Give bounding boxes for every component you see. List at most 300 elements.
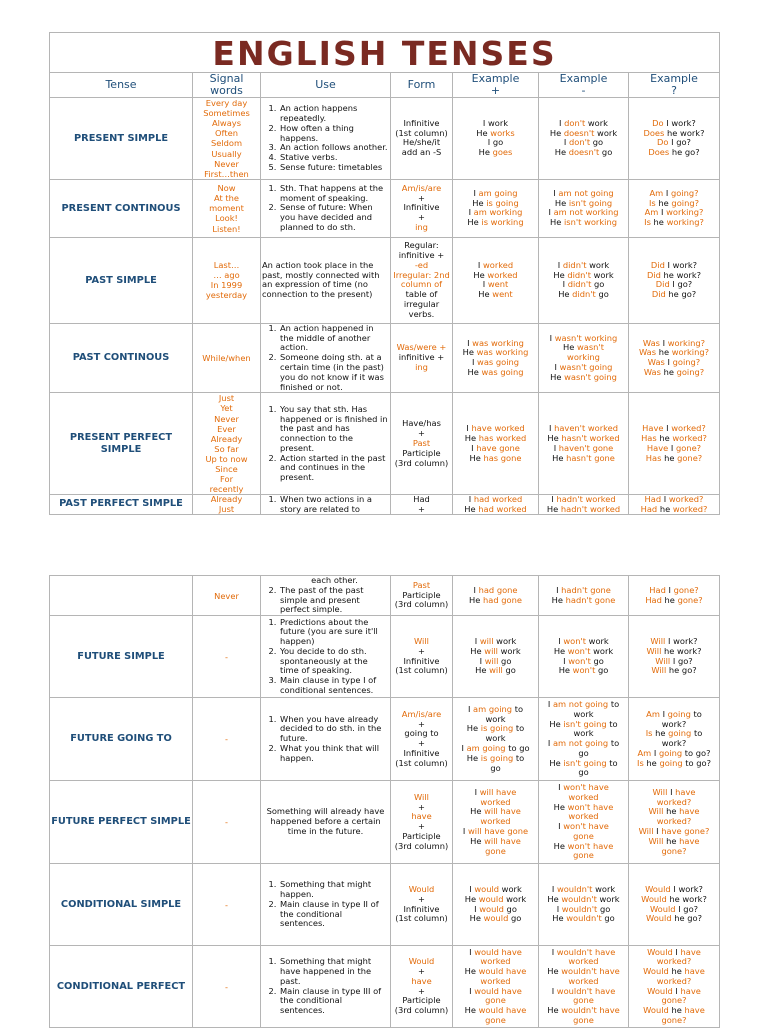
- example-line: He will go: [475, 665, 516, 676]
- example-line: He wouldn't work: [547, 893, 620, 904]
- use-list: [262, 576, 389, 615]
- example-line: I hadn't gone: [556, 584, 611, 595]
- example-line: Did he go?: [651, 289, 697, 300]
- example-line: He will have: [470, 835, 521, 846]
- form-line: +: [418, 503, 425, 514]
- use-item: 2. Action started in the past and continues in the present.: [279, 454, 389, 483]
- use-item: 2. The past of the past simple and present perfect simple.: [279, 586, 389, 615]
- example-line: He is going: [472, 197, 519, 208]
- use-description: [261, 495, 391, 514]
- example-line: working: [567, 352, 600, 363]
- signal-words: [193, 698, 261, 781]
- example-negative: [539, 576, 629, 616]
- example-line: worked?: [656, 975, 692, 986]
- example-line: He would work: [464, 893, 527, 904]
- example-line: go: [578, 767, 589, 778]
- use-description: [261, 946, 391, 1028]
- example-line: I won't have: [558, 821, 609, 832]
- signal-words: [193, 946, 261, 1028]
- example-negative: [539, 698, 629, 781]
- example-line: He has gone: [469, 452, 522, 463]
- example-line: Was he working?: [638, 347, 710, 358]
- example-question: [629, 393, 720, 495]
- form-line: Infinitive: [403, 655, 440, 666]
- tense-name: PAST PERFECT SIMPLE: [50, 495, 193, 514]
- example-question: [629, 495, 720, 514]
- example-line: He would go: [469, 913, 522, 924]
- example-line: I won't work: [558, 636, 609, 647]
- use-item: 2. How often a thing happens.: [279, 124, 389, 144]
- example-line: Is he going to go?: [637, 757, 711, 768]
- signal-word: Never: [214, 590, 239, 601]
- example-negative: [539, 323, 629, 392]
- example-line: Have I gone?: [646, 442, 702, 453]
- example-line: Would I go?: [649, 903, 699, 914]
- form-line: (3rd column): [394, 1005, 449, 1016]
- form-line: Am/is/are: [401, 708, 442, 719]
- tenses-table-part-2: [49, 575, 720, 1028]
- form-line: +: [418, 801, 425, 812]
- example-line: I don't go: [563, 137, 604, 148]
- example-line: He will have: [470, 806, 521, 817]
- tense-row-past-continous: [50, 323, 720, 392]
- example-line: He would have: [464, 966, 527, 977]
- tense-row-present-continous: [50, 179, 720, 237]
- example-line: He was working: [462, 347, 529, 358]
- example-line: work: [485, 713, 506, 724]
- use-list: [262, 495, 389, 513]
- tenses-table-part-1: [49, 32, 720, 515]
- form-line: +: [418, 645, 425, 656]
- header-use: Use: [261, 73, 391, 98]
- example-line: I am not going: [553, 187, 614, 198]
- example-line: He is going to: [466, 723, 525, 734]
- example-negative: [539, 781, 629, 864]
- example-line: work: [573, 728, 594, 739]
- example-line: He won't work: [553, 645, 614, 656]
- form-line: going to: [404, 728, 439, 739]
- form-line: Infinitive: [403, 117, 440, 128]
- example-line: Was he going?: [643, 366, 705, 377]
- example-line: He had gone: [469, 594, 522, 605]
- form-line: Irregular: 2nd: [393, 269, 450, 280]
- example-positive: [453, 179, 539, 237]
- signal-words: [193, 576, 261, 616]
- signal-word: Often: [215, 128, 238, 139]
- use-list: [262, 880, 389, 929]
- example-line: worked?: [656, 956, 692, 967]
- example-line: I haven't worked: [548, 423, 619, 434]
- example-line: Would he go?: [645, 913, 703, 924]
- example-negative: [539, 393, 629, 495]
- use-item: 2. You decide to do sth. spontaneously at the time of speaking.: [279, 647, 389, 676]
- form-line: Would: [408, 884, 435, 895]
- tense-name: PRESENT SIMPLE: [50, 98, 193, 180]
- use-item: 3. An action follows another.: [279, 143, 389, 153]
- signal-dash: -: [225, 734, 228, 745]
- example-line: gone: [573, 850, 594, 861]
- example-line: I went: [482, 279, 509, 290]
- example-line: gone?: [661, 995, 687, 1006]
- signal-word: Every day: [205, 98, 248, 108]
- example-positive: [453, 237, 539, 323]
- signal-word: recently: [209, 484, 244, 495]
- example-line: He didn't go: [558, 289, 609, 300]
- example-line: worked: [480, 816, 511, 827]
- use-description: [261, 864, 391, 946]
- tense-row-future-simple: [50, 616, 720, 698]
- example-line: I wasn't going: [554, 362, 613, 372]
- signal-word: Yet: [220, 403, 233, 414]
- form-line: verbs.: [408, 308, 435, 319]
- form-line: Would: [408, 956, 435, 967]
- form-line: +: [418, 192, 425, 203]
- example-line: I am going to go: [461, 743, 530, 754]
- example-line: He wasn't going: [550, 371, 617, 382]
- use-item: 1. An action happens repeatedly.: [279, 104, 389, 124]
- form-line: column of: [400, 279, 443, 290]
- example-line: go: [578, 747, 589, 758]
- signal-word: … ago: [213, 270, 240, 281]
- signal-word: Always: [211, 118, 242, 129]
- tense-row-past-perfect-simple-p2: [50, 576, 720, 616]
- example-line: worked: [480, 956, 511, 967]
- example-line: I will have: [474, 786, 517, 797]
- example-line: worked: [568, 791, 599, 802]
- example-positive: [453, 781, 539, 864]
- example-question: [629, 98, 720, 180]
- example-positive: [453, 864, 539, 946]
- signal-word: Now: [217, 183, 236, 194]
- tense-name: CONDITIONAL PERFECT: [50, 946, 193, 1028]
- signal-dash: -: [225, 981, 228, 992]
- example-line: He won't go: [558, 665, 609, 676]
- form-line: He/she/it: [402, 137, 441, 148]
- use-item: 2. What you think that will happen.: [279, 744, 389, 764]
- form-line: (1st column): [395, 127, 448, 138]
- example-line: work?: [661, 738, 687, 749]
- use-item: 1. When you have already decided to do sth. in the future.: [279, 715, 389, 744]
- example-line: I was working: [467, 337, 524, 348]
- example-line: He would have: [464, 1005, 527, 1016]
- use-description: [261, 616, 391, 698]
- example-positive: [453, 393, 539, 495]
- signal-word: Ever: [217, 423, 236, 434]
- tense-row-conditional-perfect: [50, 946, 720, 1028]
- example-line: I won't have: [558, 782, 609, 792]
- form-line: Participle: [402, 995, 441, 1006]
- example-line: I would go: [474, 903, 517, 914]
- signal-words: [193, 323, 261, 392]
- example-line: worked: [480, 975, 511, 986]
- example-line: I had gone: [473, 584, 518, 595]
- example-line: Will he go?: [651, 665, 697, 676]
- example-line: I had worked: [468, 494, 523, 505]
- tense-row-present-simple: [50, 98, 720, 180]
- signal-dash: -: [225, 899, 228, 910]
- example-negative: [539, 98, 629, 180]
- signal-dash: -: [225, 651, 228, 662]
- example-line: I am working: [468, 207, 523, 218]
- example-line: I am going to: [467, 703, 524, 714]
- example-line: I am not working: [548, 207, 619, 218]
- form-line: Infinitive: [403, 202, 440, 213]
- form-line: infinitive +: [398, 352, 445, 363]
- use-list: [262, 324, 389, 392]
- page-title: ENGLISH TENSES: [50, 33, 720, 73]
- example-line: Will I have: [652, 786, 696, 797]
- signal-words: [193, 616, 261, 698]
- example-negative: [539, 495, 629, 514]
- header-signal-words: Signal words: [193, 73, 261, 98]
- tense-row-future-going-to: [50, 698, 720, 781]
- signal-word: Up to now: [205, 454, 248, 464]
- form-rule: [391, 393, 453, 495]
- example-positive: [453, 698, 539, 781]
- use-list: [262, 957, 389, 1016]
- example-line: Will I work?: [650, 636, 698, 647]
- tense-name: [50, 576, 193, 616]
- example-line: He hadn't gone: [551, 594, 616, 605]
- signal-word: At the: [213, 193, 240, 204]
- example-line: Will I go?: [655, 655, 693, 666]
- example-line: Had he worked?: [640, 503, 708, 514]
- use-description: Something will already have happened before a certain time in the future.: [261, 781, 391, 864]
- header-form: Form: [391, 73, 453, 98]
- signal-word: While/when: [202, 353, 251, 364]
- use-description: An action took place in the past, mostly connected with an expression of time (no connection to the present): [261, 237, 391, 323]
- signal-words: [193, 98, 261, 180]
- signal-words: [193, 179, 261, 237]
- signal-word: Sometimes: [203, 108, 250, 119]
- use-list: [262, 618, 389, 696]
- header-example-negative: Example -: [539, 73, 629, 98]
- use-list: [262, 104, 389, 172]
- example-line: Will he work?: [646, 645, 702, 656]
- example-line: Has he gone?: [645, 452, 703, 463]
- example-line: He isn't going to: [549, 718, 618, 729]
- example-line: He was going: [467, 366, 524, 377]
- form-line: Past: [412, 579, 431, 590]
- signal-word: Never: [214, 413, 239, 424]
- example-positive: [453, 616, 539, 698]
- example-positive: [453, 576, 539, 616]
- form-line: (3rd column): [394, 599, 449, 610]
- form-rule: [391, 179, 453, 237]
- form-line: +: [418, 966, 425, 977]
- form-rule: [391, 576, 453, 616]
- example-question: [629, 864, 720, 946]
- example-line: He is working: [467, 217, 524, 228]
- form-line: Participle: [402, 447, 441, 458]
- example-line: work: [485, 733, 506, 744]
- example-line: I worked: [477, 259, 514, 270]
- use-list: [262, 184, 389, 233]
- signal-words: [193, 864, 261, 946]
- use-item: 1. When two actions in a story are related to: [279, 495, 389, 513]
- signal-word: In 1999: [210, 280, 243, 291]
- use-item: 1. Predictions about the future (you are sure it'll happen): [279, 618, 389, 647]
- tense-row-present-perfect-simple: [50, 393, 720, 495]
- example-line: He hasn't worked: [547, 433, 620, 444]
- form-line: (1st column): [395, 913, 448, 924]
- tense-name: PAST CONTINOUS: [50, 323, 193, 392]
- form-line: Infinitive: [403, 903, 440, 914]
- use-description: [261, 98, 391, 180]
- form-line: +: [418, 893, 425, 904]
- example-line: Am I going?: [649, 187, 699, 198]
- example-question: [629, 781, 720, 864]
- example-question: [629, 323, 720, 392]
- tense-name: PRESENT PERFECT SIMPLE: [50, 393, 193, 495]
- use-description: [261, 323, 391, 392]
- form-line: Will: [414, 636, 429, 647]
- example-question: [629, 946, 720, 1028]
- form-line: Past: [412, 438, 431, 448]
- form-rule: [391, 781, 453, 864]
- example-line: I wasn't working: [549, 332, 618, 343]
- form-line: infinitive +: [398, 250, 445, 261]
- signal-word: Last…: [213, 260, 240, 271]
- form-line: (3rd column): [394, 840, 449, 851]
- example-line: I didn't go: [562, 279, 605, 290]
- example-question: [629, 179, 720, 237]
- form-line: have: [411, 811, 432, 822]
- tense-name: FUTURE PERFECT SIMPLE: [50, 781, 193, 864]
- example-line: I won't go: [563, 655, 604, 666]
- example-line: He isn't going to: [549, 757, 618, 768]
- example-line: I am not going to: [547, 738, 620, 749]
- use-item: 1. Something that might have happened in the past.: [279, 957, 389, 986]
- use-item: 4. Stative verbs.: [279, 153, 389, 163]
- example-line: Am I working?: [644, 207, 704, 218]
- tense-row-conditional-simple: [50, 864, 720, 946]
- form-line: irregular: [403, 298, 440, 309]
- example-line: He hadn't worked: [546, 503, 621, 514]
- example-line: Did I work?: [650, 259, 698, 270]
- signal-word: Usually: [211, 148, 242, 159]
- example-negative: [539, 946, 629, 1028]
- example-line: gone: [485, 845, 506, 856]
- example-positive: [453, 323, 539, 392]
- form-line: Infinitive: [403, 747, 440, 758]
- use-item: 2. Main clause in type II of the conditional sentences.: [279, 900, 389, 929]
- signal-word: So far: [214, 443, 239, 454]
- example-line: He isn't working: [550, 217, 617, 228]
- use-list: [262, 405, 389, 483]
- signal-word: Since: [215, 464, 238, 475]
- form-rule: [391, 946, 453, 1028]
- example-line: Is he going to: [645, 728, 703, 739]
- example-line: I will have gone: [462, 826, 529, 837]
- example-line: worked?: [656, 816, 692, 827]
- signal-word: For: [220, 474, 233, 485]
- example-line: gone: [573, 1014, 594, 1025]
- example-line: work?: [661, 718, 687, 729]
- example-line: Will I have gone?: [638, 826, 710, 837]
- example-line: gone?: [661, 1014, 687, 1025]
- signal-word: Already: [210, 494, 243, 505]
- form-line: Was/were +: [396, 342, 447, 353]
- signal-word: Seldom: [210, 138, 243, 149]
- use-item: 1. An action happened in the middle of another action.: [279, 324, 389, 353]
- example-positive: [453, 495, 539, 514]
- example-line: He won't have: [553, 801, 614, 812]
- example-question: [629, 237, 720, 323]
- form-line: ing: [415, 362, 428, 372]
- example-line: He wouldn't go: [552, 913, 615, 924]
- example-line: Am I going to: [646, 708, 702, 719]
- example-line: He worked: [473, 269, 518, 280]
- example-line: I will go: [479, 655, 512, 666]
- example-line: Was I going?: [647, 357, 701, 368]
- example-line: He will work: [470, 645, 521, 656]
- form-line: Am/is/are: [401, 182, 442, 193]
- example-line: Is he going?: [648, 197, 699, 208]
- example-positive: [453, 946, 539, 1028]
- example-line: Would I work?: [645, 884, 703, 895]
- example-line: I would work: [469, 884, 522, 895]
- example-line: worked: [568, 956, 599, 967]
- example-line: He won't have: [553, 840, 614, 851]
- example-line: Did I go?: [655, 279, 693, 290]
- example-question: [629, 698, 720, 781]
- form-line: -ed: [414, 259, 429, 270]
- form-line: have: [411, 975, 432, 986]
- signal-word: Just: [218, 503, 235, 514]
- signal-words: [193, 781, 261, 864]
- form-line: Will: [414, 791, 429, 802]
- signal-word: Never: [214, 158, 239, 169]
- example-line: go: [490, 762, 501, 773]
- use-item: 3. Main clause in type I of conditional sentences.: [279, 676, 389, 696]
- example-line: Does he go?: [648, 147, 700, 158]
- signal-word: Already: [210, 433, 243, 444]
- example-line: worked: [568, 811, 599, 822]
- example-line: Do I go?: [657, 137, 691, 148]
- example-line: He wouldn't have: [547, 966, 620, 977]
- example-line: I wouldn't have: [551, 946, 616, 957]
- example-line: worked: [568, 975, 599, 986]
- example-line: gone: [485, 1014, 506, 1025]
- signal-word: Just: [218, 393, 235, 404]
- example-line: I would have: [469, 985, 522, 996]
- example-line: I haven't gone: [553, 442, 614, 453]
- form-line: table of: [405, 289, 438, 300]
- example-line: worked?: [656, 796, 692, 807]
- example-line: He didn't work: [553, 269, 614, 280]
- signal-word: yesterday: [205, 290, 248, 301]
- example-line: Does he work?: [643, 127, 705, 138]
- example-line: He is going to: [466, 752, 525, 763]
- example-line: Would I have: [647, 985, 701, 996]
- form-line: Participle: [402, 589, 441, 600]
- tense-row-future-perfect-simple: [50, 781, 720, 864]
- example-line: I would have: [469, 946, 522, 957]
- example-line: Is he working?: [644, 217, 704, 228]
- tense-name: PRESENT CONTINOUS: [50, 179, 193, 237]
- form-line: add an -S: [401, 147, 442, 158]
- example-line: Do I work?: [652, 117, 696, 128]
- signal-word: Listen!: [212, 223, 241, 234]
- signal-dash: -: [225, 817, 228, 828]
- form-line: (3rd column): [394, 457, 449, 468]
- example-line: I work: [482, 117, 509, 128]
- example-line: I have worked: [466, 423, 525, 434]
- example-line: He went: [478, 289, 513, 300]
- form-rule: [391, 323, 453, 392]
- example-line: gone?: [661, 845, 687, 856]
